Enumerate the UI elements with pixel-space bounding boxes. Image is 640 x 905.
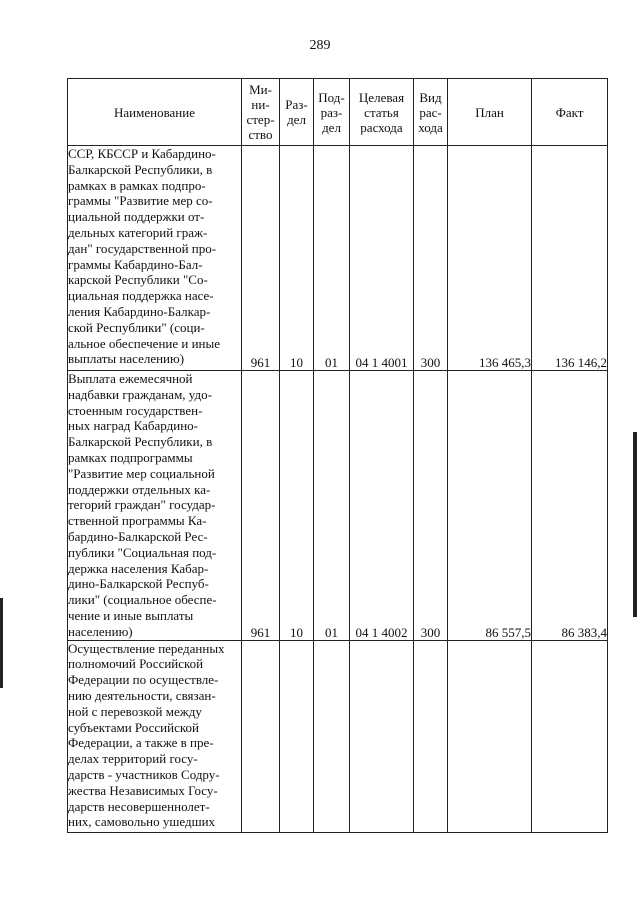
header-target-article: Целевая статья расхода: [350, 79, 414, 146]
row-subsection: [314, 640, 350, 832]
table-row: [68, 640, 608, 832]
row-expense-type: [414, 640, 448, 832]
header-row: [68, 79, 608, 146]
header-plan: План: [448, 79, 532, 146]
scan-margin-mark-right: [633, 432, 637, 617]
row-expense-type: 300: [414, 371, 448, 641]
row-target-article: 04 1 4001: [350, 146, 414, 371]
row-section: 10: [280, 146, 314, 371]
header-expense-type: Вид рас- хода: [414, 79, 448, 146]
budget-table: [67, 78, 608, 833]
row-target-article: 04 1 4002: [350, 371, 414, 641]
row-section: 10: [280, 371, 314, 641]
row-section: [280, 640, 314, 832]
row-subsection: 01: [314, 371, 350, 641]
header-fact: Факт: [532, 79, 608, 146]
header-name: Наименование: [68, 79, 242, 146]
table-row: [68, 371, 608, 641]
header-ministry: Ми- ни- стер- ство: [242, 79, 280, 146]
header-subsection: Под- раз- дел: [314, 79, 350, 146]
row-fact: [532, 640, 608, 832]
row-ministry: 961: [242, 371, 280, 641]
row-target-article: [350, 640, 414, 832]
row-plan: [448, 640, 532, 832]
scan-margin-mark-left: [0, 598, 3, 688]
table-row: [68, 146, 608, 371]
row-ministry: [242, 640, 280, 832]
row-name: Осуществление переданных полномочий Российской Федерации по осуществле- нию деятельности, связан- ной с перевозкой между субъектами Российской Федерации, а также в пре- делах территорий госу- дарств - участников Содру- жества Независимых Госу- дарств несовершеннолет- них, самовольно ушедших: [68, 640, 242, 832]
row-expense-type: 300: [414, 146, 448, 371]
row-ministry: 961: [242, 146, 280, 371]
row-name: ССР, КБССР и Кабардино- Балкарской Республики, в рамках в рамках подпро- граммы "Развитие мер со- циальной поддержки от- дельных категорий граж- дан" государственной про- граммы Кабардино-Бал- карской Республики "Со- циальная поддержка насе- ления Кабардино-Балкар- ской Республики" (соци- альное обеспечение и иные выплаты населению): [68, 146, 242, 371]
row-subsection: 01: [314, 146, 350, 371]
row-plan: 86 557,5: [448, 371, 532, 641]
row-fact: 136 146,2: [532, 146, 608, 371]
row-plan: 136 465,3: [448, 146, 532, 371]
page-number: 289: [309, 38, 331, 53]
row-name: Выплата ежемесячной надбавки гражданам, удо- стоенным государствен- ных наград Кабардино- Балкарской Республики, в рамках подпрограммы "Развитие мер социальной поддержки отдельных ка- тегорий граждан" государ- ственной программы Ка- бардино-Балкарской Рес- публики "Социальная под- держка населения Кабар- дино-Балкарской Респуб- лики" (социальное обеспе- чение и иные выплаты населению): [68, 371, 242, 641]
header-section: Раз- дел: [280, 79, 314, 146]
row-fact: 86 383,4: [532, 371, 608, 641]
